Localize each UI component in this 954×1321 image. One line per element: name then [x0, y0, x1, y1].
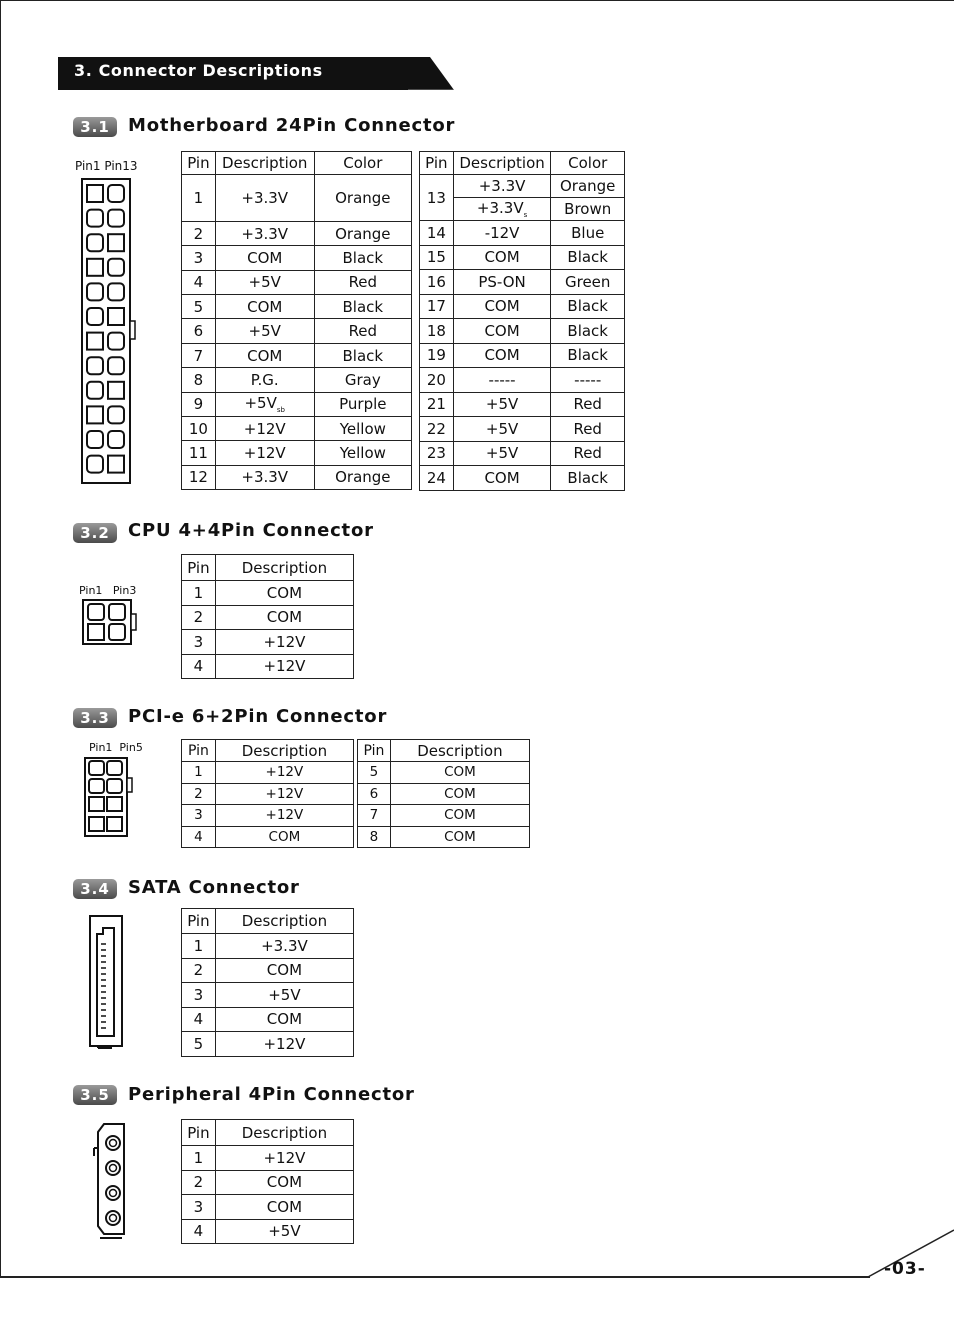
pin-cell: 2: [182, 605, 216, 630]
section-badge-3-5: 3.5: [73, 1085, 117, 1105]
header-description: Description: [215, 909, 353, 934]
pin-labels-24pin: Pin1 Pin13: [75, 159, 138, 173]
description-text: +12V: [263, 657, 306, 676]
description-cell: [215, 368, 314, 392]
pin-labels-pcie: Pin1 Pin5: [89, 741, 143, 754]
description-text: COM: [484, 321, 520, 340]
description-cell: [215, 783, 353, 805]
header-pin: Pin: [182, 152, 216, 175]
table-row: [182, 805, 354, 827]
pin-cell: 2: [182, 783, 216, 805]
pin-cell: 19: [420, 343, 454, 368]
pin-cell: 14: [420, 221, 454, 246]
pin-cell: 3: [182, 630, 216, 655]
header-description: Description: [215, 740, 353, 762]
pin-socket: [108, 382, 124, 399]
pin-cell: 20: [420, 368, 454, 393]
table-row: [182, 343, 412, 367]
description-text: COM: [444, 764, 476, 781]
table-row: [182, 270, 412, 294]
description-cell: [215, 934, 353, 959]
color-cell: Purple: [314, 392, 411, 416]
header-pin: Pin: [182, 740, 216, 762]
table-row: [420, 270, 625, 295]
pin-labels-cpu: Pin1 Pin3: [79, 584, 137, 597]
description-cell: [215, 246, 314, 270]
description-cell: [215, 605, 353, 630]
description-text: +12V: [265, 764, 304, 781]
table-row: [182, 1195, 354, 1220]
description-cell: [390, 783, 529, 805]
description-cell: [215, 392, 314, 416]
header-pin: Pin: [420, 152, 454, 175]
description-text: COM: [444, 807, 476, 824]
color-cell: Orange: [314, 465, 411, 489]
section-title-3-5: Peripheral 4Pin Connector: [128, 1084, 415, 1105]
description-cell: [215, 441, 314, 465]
pin-socket: [108, 185, 124, 202]
table-peripheral: [181, 1119, 354, 1244]
description-cell: [215, 762, 353, 784]
color-cell: Red: [551, 441, 625, 466]
table-row: [182, 1007, 354, 1032]
pin-cell: 24: [420, 466, 454, 491]
section-title-3-3: PCI-e 6+2Pin Connector: [128, 706, 388, 727]
description-text: COM: [444, 785, 476, 802]
description-cell: [453, 392, 551, 417]
pin-socket: [108, 210, 124, 227]
table-row: [182, 222, 412, 246]
description-text: +12V: [263, 1034, 306, 1053]
table-row: [358, 762, 530, 784]
table-row: [358, 805, 530, 827]
pin-cell: 4: [182, 654, 216, 679]
description-cell: [453, 294, 551, 319]
description-text: COM: [266, 1173, 303, 1192]
color-cell: Brown: [551, 198, 625, 221]
table-row: [182, 1170, 354, 1195]
pin-cell: 9: [182, 392, 216, 416]
pin-cell: 8: [358, 826, 391, 848]
table-row: [182, 368, 412, 392]
pin-cell: 2: [182, 222, 216, 246]
table-row: [182, 1032, 354, 1057]
table-row: [182, 246, 412, 270]
description-text: +12V: [265, 807, 304, 824]
table-24pin-right: [419, 151, 625, 491]
description-text: COM: [484, 297, 520, 316]
color-cell: Black: [551, 343, 625, 368]
color-cell: Green: [551, 270, 625, 295]
description-text: +3.3V: [261, 936, 308, 955]
pin-socket: [108, 283, 124, 300]
description-text: +12V: [263, 1148, 306, 1167]
pin-cell: 23: [420, 441, 454, 466]
pin-cell: 3: [182, 983, 216, 1008]
pin-cell: 12: [182, 465, 216, 489]
section-badge-3-3: 3.3: [73, 708, 117, 728]
section-badge-3-2: 3.2: [73, 523, 117, 543]
color-cell: Black: [551, 294, 625, 319]
pin-cell: 4: [182, 826, 216, 848]
color-cell: Yellow: [314, 416, 411, 440]
header-pin: Pin: [358, 740, 391, 762]
description-text: +12V: [243, 419, 286, 438]
description-cell: [215, 1032, 353, 1057]
table-row: [420, 319, 625, 344]
pin-cell: 4: [182, 1007, 216, 1032]
description-cell: [453, 270, 551, 295]
description-cell: [215, 1007, 353, 1032]
pin-cell: 7: [182, 343, 216, 367]
pin-cell: 8: [182, 368, 216, 392]
color-cell: Orange: [314, 175, 411, 222]
description-cell: [390, 762, 529, 784]
description-text: COM: [484, 346, 520, 365]
pin-cell: 4: [182, 270, 216, 294]
table-row: [182, 392, 412, 416]
table-row: [420, 245, 625, 270]
description-text: +3.3V: [476, 199, 524, 217]
description-cell: [215, 826, 353, 848]
description-text: COM: [247, 346, 283, 365]
table-row: [420, 466, 625, 491]
table-row: [420, 417, 625, 442]
description-cell: [453, 175, 551, 198]
description-cell: [215, 319, 314, 343]
table-row: [182, 1146, 354, 1171]
description-text: COM: [266, 1010, 303, 1029]
pin-cell: 3: [182, 246, 216, 270]
pin-cell: 22: [420, 417, 454, 442]
description-text: COM: [484, 468, 520, 487]
table-row: [182, 605, 354, 630]
description-text: +5V: [485, 419, 519, 438]
pin-socket: [87, 406, 103, 423]
pin-socket: [108, 431, 124, 448]
description-cell: [215, 581, 353, 606]
pin-socket: [108, 333, 124, 350]
pin-socket: [87, 382, 103, 399]
description-text: +5V: [268, 985, 301, 1004]
pin-cell: 6: [358, 783, 391, 805]
page-left-rule: [0, 0, 1, 1277]
description-text: +3.3V: [478, 177, 526, 195]
description-cell: [215, 654, 353, 679]
description-text: +12V: [265, 785, 304, 802]
table-row: [420, 175, 625, 198]
pin-cell: 1: [182, 175, 216, 222]
description-subscript: s: [523, 211, 528, 219]
description-cell: [390, 826, 529, 848]
table-row: [420, 221, 625, 246]
sata-connector-diagram: [86, 914, 126, 1050]
header-description: Description: [215, 555, 353, 581]
pin-socket: [108, 234, 124, 251]
pin-socket: [87, 259, 103, 276]
color-cell: Black: [551, 466, 625, 491]
page-title: 3. Connector Descriptions: [74, 61, 323, 80]
description-text: +12V: [263, 632, 306, 651]
description-cell: [215, 465, 314, 489]
table-row: [182, 762, 354, 784]
pin-socket: [87, 308, 103, 325]
description-text: +5V: [248, 322, 281, 341]
description-cell: [215, 222, 314, 246]
description-cell: [215, 1170, 353, 1195]
pin-cell: 10: [182, 416, 216, 440]
color-cell: Orange: [314, 222, 411, 246]
pin-socket: [108, 308, 124, 325]
color-cell: Red: [551, 417, 625, 442]
color-cell: Black: [314, 343, 411, 367]
color-cell: Yellow: [314, 441, 411, 465]
header-description: Description: [390, 740, 529, 762]
description-cell: [215, 1219, 353, 1244]
section-title-3-2: CPU 4+4Pin Connector: [128, 520, 374, 541]
table-cpu: [181, 554, 354, 679]
pin-cell: 21: [420, 392, 454, 417]
section-badge-3-1: 3.1: [73, 117, 117, 137]
table-row: [358, 826, 530, 848]
section-badge-3-4: 3.4: [73, 879, 117, 899]
color-cell: -----: [551, 368, 625, 393]
pin-socket: [87, 185, 103, 202]
description-text: COM: [266, 1197, 303, 1216]
table-pcie-left: [181, 739, 354, 848]
description-cell: [215, 1146, 353, 1171]
header-pin: Pin: [182, 1120, 216, 1146]
pin-cell: 18: [420, 319, 454, 344]
header-color: Color: [551, 152, 625, 175]
description-text: COM: [444, 828, 476, 845]
description-text: +3.3V: [241, 224, 289, 243]
description-cell: [215, 175, 314, 222]
pin-socket: [108, 406, 124, 423]
pin-socket: [87, 333, 103, 350]
description-text: -----: [488, 370, 516, 389]
table-row: [358, 783, 530, 805]
page-number: -03-: [884, 1259, 926, 1279]
pin-cell: 2: [182, 958, 216, 983]
description-text: +5V: [485, 444, 519, 463]
color-cell: Red: [314, 319, 411, 343]
description-cell: [453, 368, 551, 393]
description-cell: [453, 245, 551, 270]
description-cell: [453, 466, 551, 491]
pin-cell: 5: [358, 762, 391, 784]
color-cell: Black: [314, 295, 411, 319]
description-cell: [215, 958, 353, 983]
header-color: Color: [314, 152, 411, 175]
table-row: [182, 465, 412, 489]
peripheral-molex-connector-diagram: [90, 1120, 132, 1240]
description-text: COM: [247, 297, 283, 316]
pin-cell: 3: [182, 805, 216, 827]
description-text: COM: [484, 248, 520, 267]
pin-cell: 6: [182, 319, 216, 343]
pin-cell: 3: [182, 1195, 216, 1220]
description-text: COM: [266, 608, 303, 627]
description-text: COM: [266, 961, 303, 980]
description-text: +12V: [243, 443, 286, 462]
table-row: [182, 295, 412, 319]
description-text: COM: [268, 828, 301, 845]
pin-cell: 4: [182, 1219, 216, 1244]
description-text: +5V: [268, 1222, 301, 1241]
pin-cell: 11: [182, 441, 216, 465]
pcie-6plus2-connector-diagram: [83, 756, 135, 838]
description-text: COM: [247, 249, 283, 268]
table-24pin-left: [181, 151, 412, 490]
table-row: [420, 441, 625, 466]
description-cell: [453, 319, 551, 344]
description-cell: [215, 416, 314, 440]
pin-cell: 13: [420, 175, 454, 221]
page-top-rule: [0, 0, 954, 1]
pin-cell: 17: [420, 294, 454, 319]
pin-cell: 1: [182, 762, 216, 784]
pin-cell: 7: [358, 805, 391, 827]
description-text: +3.3V: [241, 189, 289, 208]
header-description: Description: [215, 152, 314, 175]
table-row: [182, 983, 354, 1008]
description-cell: [453, 417, 551, 442]
description-text: PS-ON: [478, 272, 526, 291]
color-cell: Black: [551, 319, 625, 344]
color-cell: Red: [551, 392, 625, 417]
table-row: [182, 319, 412, 343]
description-cell: [215, 1195, 353, 1220]
pin-socket: [87, 210, 103, 227]
pin-cell: 16: [420, 270, 454, 295]
table-row: [182, 958, 354, 983]
description-subscript: sb: [276, 406, 285, 415]
pin-cell: 2: [182, 1170, 216, 1195]
description-text: P.G.: [250, 370, 279, 389]
page-bottom-rule: [0, 1276, 870, 1278]
description-cell: [453, 221, 551, 246]
description-cell: [215, 295, 314, 319]
description-cell: [215, 270, 314, 294]
pin-cell: 1: [182, 934, 216, 959]
table-row: [420, 368, 625, 393]
pin-cell: 1: [182, 581, 216, 606]
description-text: +5V: [485, 395, 519, 414]
atx-24pin-connector-diagram: [80, 177, 136, 485]
color-cell: Red: [314, 270, 411, 294]
pin-socket: [108, 456, 124, 473]
header-pin: Pin: [182, 555, 216, 581]
header-description: Description: [453, 152, 551, 175]
color-cell: Black: [551, 245, 625, 270]
color-cell: Blue: [551, 221, 625, 246]
table-row: [182, 1219, 354, 1244]
pin-socket: [108, 357, 124, 374]
table-row: [182, 934, 354, 959]
table-sata: [181, 908, 354, 1057]
description-text: +5V: [248, 273, 281, 292]
description-cell: [390, 805, 529, 827]
description-cell: [215, 805, 353, 827]
pin-socket: [87, 283, 103, 300]
pin-socket: [87, 456, 103, 473]
table-row: [420, 294, 625, 319]
table-row: [182, 581, 354, 606]
description-text: COM: [266, 583, 303, 602]
color-cell: Orange: [551, 175, 625, 198]
description-cell: [215, 343, 314, 367]
cpu-4plus4-connector-diagram: [81, 598, 137, 646]
table-row: [182, 175, 412, 222]
table-pcie-right: [357, 739, 530, 848]
description-cell: [215, 630, 353, 655]
header-description: Description: [215, 1120, 353, 1146]
section-title-3-1: Motherboard 24Pin Connector: [128, 115, 456, 136]
section-title-3-4: SATA Connector: [128, 877, 300, 898]
table-row: [420, 392, 625, 417]
pin-socket: [108, 259, 124, 276]
pin-cell: 15: [420, 245, 454, 270]
table-row: [182, 630, 354, 655]
table-row: [182, 441, 412, 465]
table-row: [182, 416, 412, 440]
description-cell: [453, 198, 551, 221]
table-row: [420, 343, 625, 368]
color-cell: Gray: [314, 368, 411, 392]
pin-cell: 5: [182, 295, 216, 319]
table-row: [182, 826, 354, 848]
description-text: +5V: [244, 394, 277, 413]
table-row: [182, 783, 354, 805]
description-text: -12V: [484, 223, 520, 242]
pin-socket: [87, 234, 103, 251]
description-cell: [453, 441, 551, 466]
pin-socket: [87, 357, 103, 374]
description-cell: [215, 983, 353, 1008]
table-row: [182, 654, 354, 679]
header-pin: Pin: [182, 909, 216, 934]
pin-socket: [87, 431, 103, 448]
pin-cell: 1: [182, 1146, 216, 1171]
pin-cell: 5: [182, 1032, 216, 1057]
description-cell: [453, 343, 551, 368]
description-text: +3.3V: [241, 468, 289, 487]
color-cell: Black: [314, 246, 411, 270]
